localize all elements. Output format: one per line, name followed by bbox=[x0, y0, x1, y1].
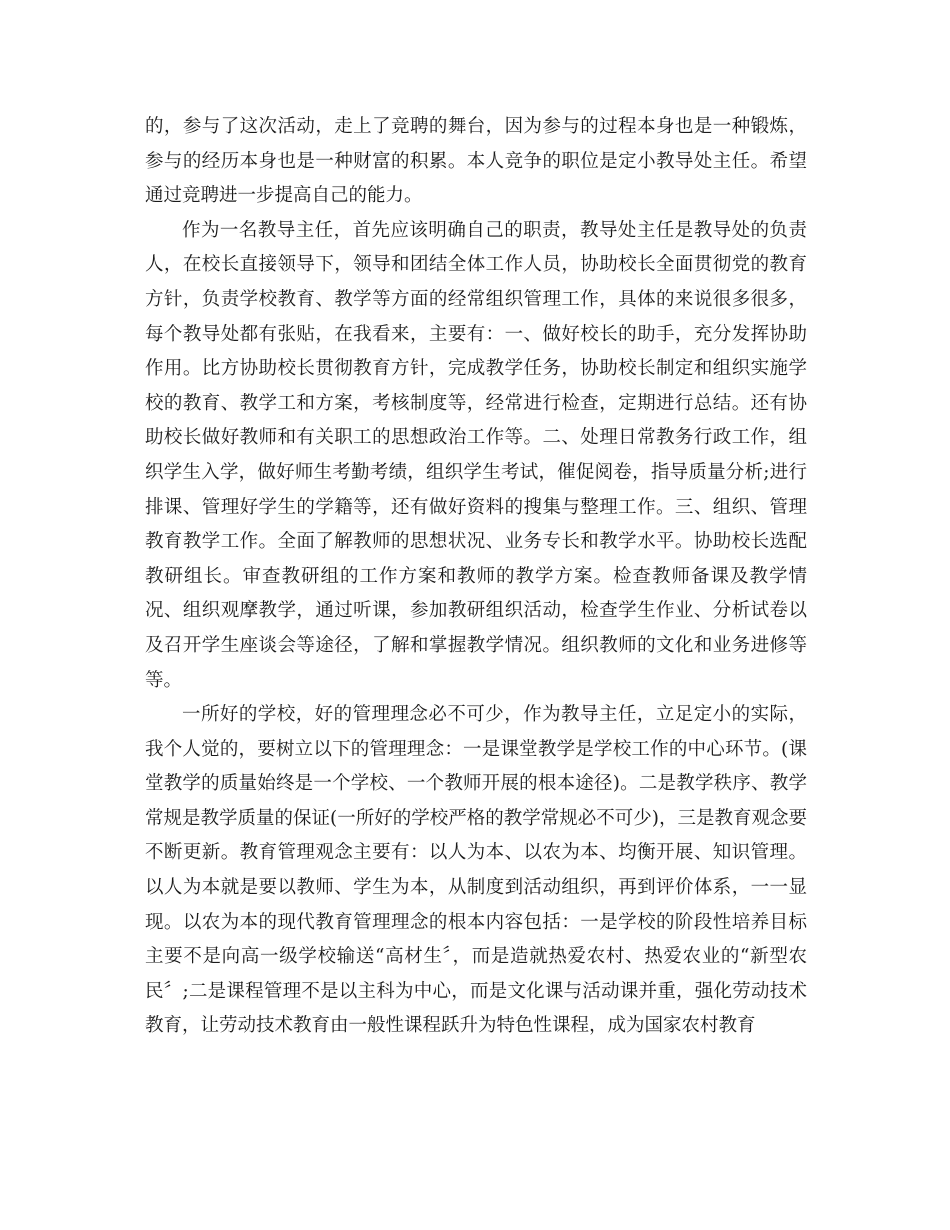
paragraph-2: 作为一名教导主任，首先应该明确自己的职责，教导处主任是教导处的负责人，在校长直接领导下，领导和团结全体工作人员，协助校长全面贯彻党的教育方针，负责学校教育、教学等方面的经常组织管理工作，具体的来说很多很多，每个教导处都有张贴，在我看来，主要有：一、做好校长的助手，充分发挥协助作用。比方协助校长贯彻教育方针，完成教学任务，协助校长制定和组织实施学校的教育、教学工和方案，考核制度等，经常进行检查，定期进行总结。还有协助校长做好教师和有关职工的思想政治工作等。二、处理日常教务行政工作，组织学生入学，做好师生考勤考绩，组织学生考试，催促阅卷，指导质量分析;进行排课、管理好学生的学籍等，还有做好资料的搜集与整理工作。三、组织、管理教育教学工作。全面了解教师的思想状况、业务专长和教学水平。协助校长选配教研组长。审查教研组的工作方案和教师的教学方案。检查教师备课及教学情况、组织观摩教学，通过听课，参加教研组织活动，检查学生作业、分析试卷以及召开学生座谈会等途径，了解和掌握教学情况。组织教师的文化和业务进修等等。 bbox=[145, 219, 807, 691]
paragraph-1: 的，参与了这次活动，走上了竞聘的舞台，因为参与的过程本身也是一种锻炼，参与的经历本身也是一种财富的积累。本人竞争的职位是定小教导处主任。希望通过竞聘进一步提高自己的能力。 bbox=[145, 116, 807, 207]
paragraph-3: 一所好的学校，好的管理理念必不可少，作为教导主任，立足定小的实际，我个人觉的，要树立以下的管理理念：一是课堂教学是学校工作的中心环节。(课堂教学的质量始终是一个学校、一个教师开展的根本途径)。二是教学秩序、教学常规是教学质量的保证(一所好的学校严格的教学常规必不可少)，三是教育观念要不断更新。教育管理观念主要有：以人为本、以农为本、均衡开展、知识管理。以人为本就是要以教师、学生为本，从制度到活动组织，再到评价体系，一一显现。以农为本的现代教育管理理念的根本内容包括：一是学校的阶段性培养目标主要不是向高一级学校输送“高材生〞，而是造就热爱农村、热爱农业的“新型农民〞;二是课程管理不是以主科为中心，而是文化课与活动课并重，强化劳动技术教育，让劳动技术教育由一般性课程跃升为特色性课程，成为国家农村教育 bbox=[145, 704, 807, 1037]
document-body bbox=[145, 110, 807, 1044]
